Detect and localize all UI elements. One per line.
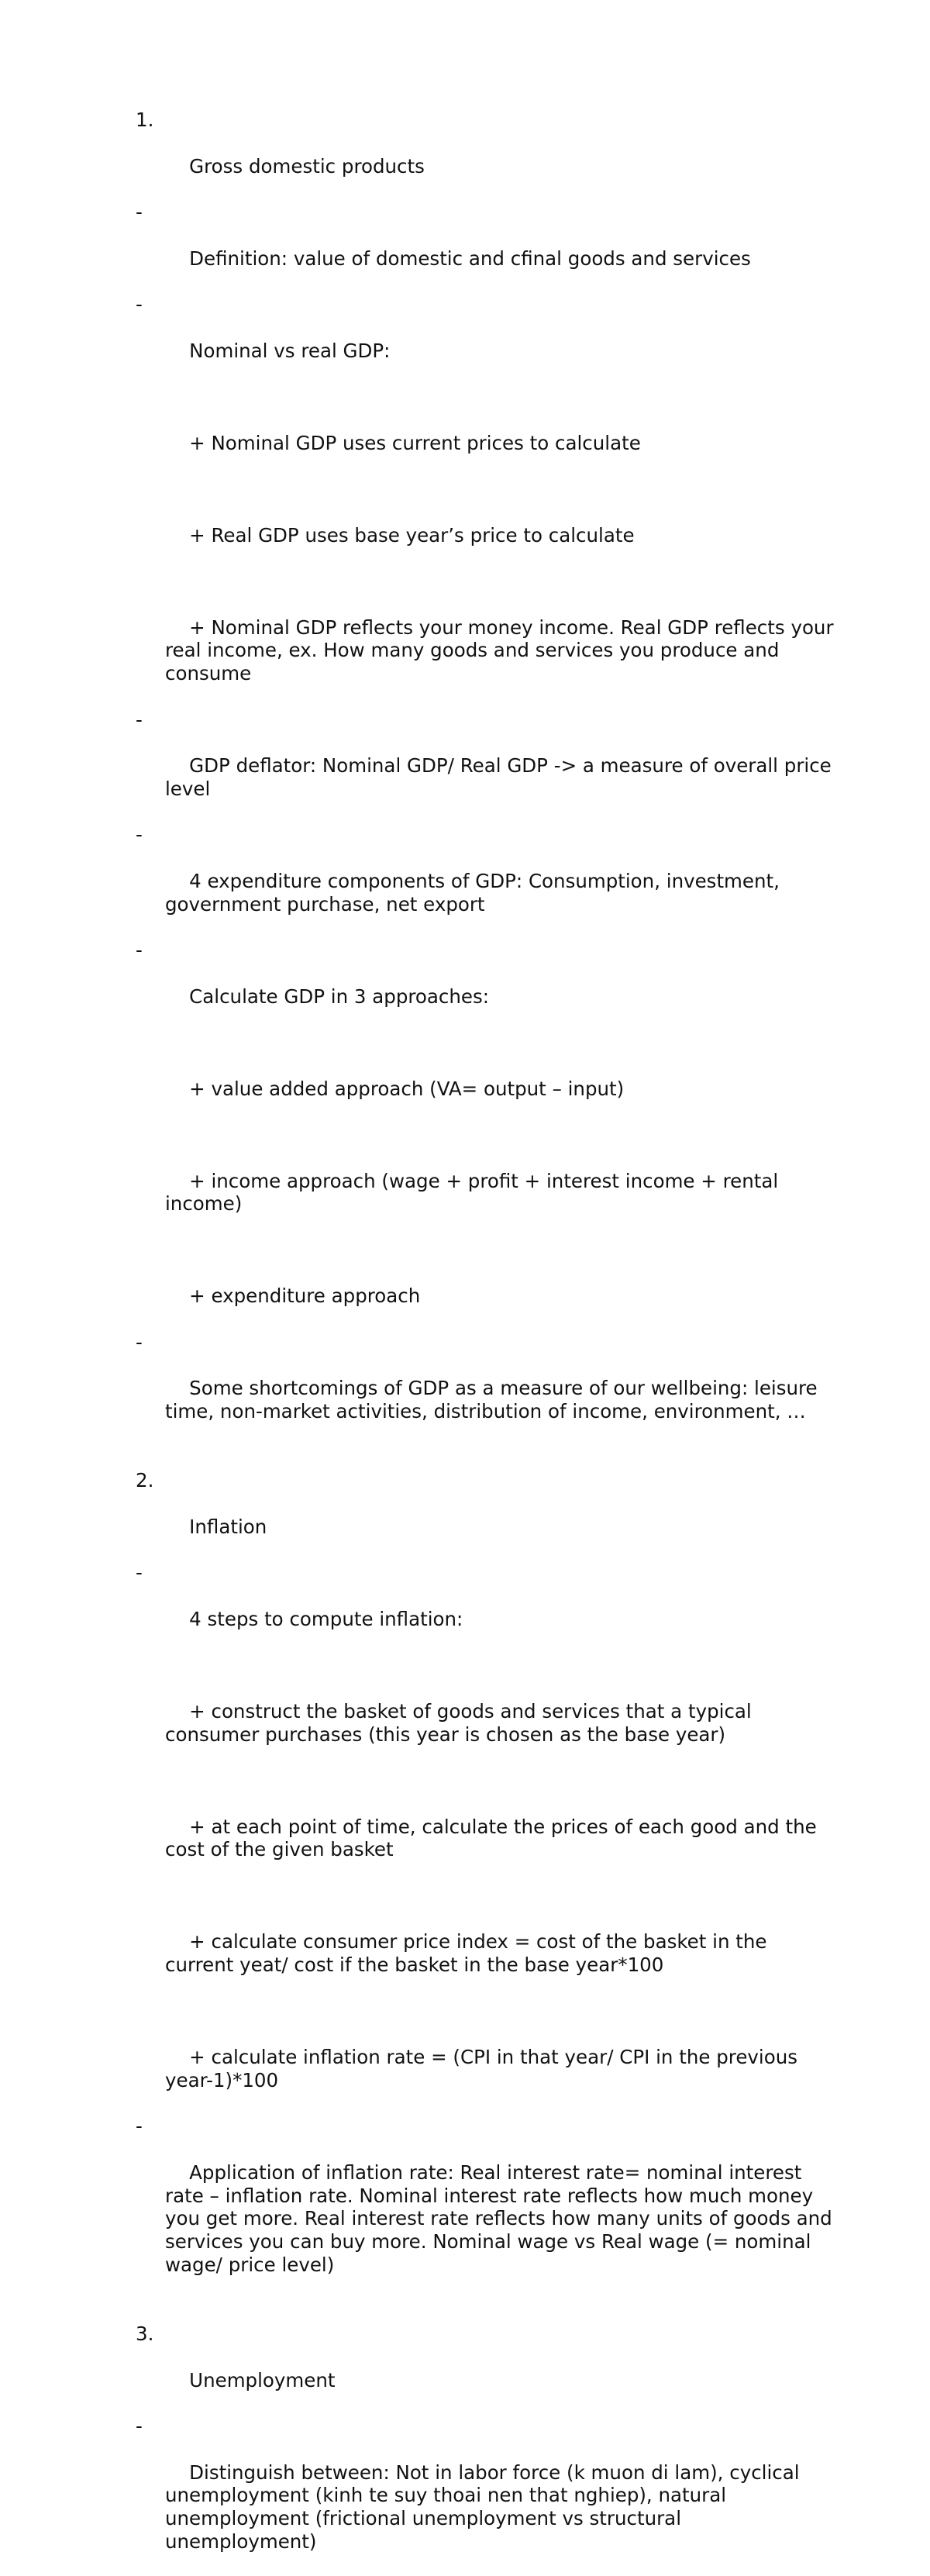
list-item-text: + value added approach (VA= output – input) <box>189 1077 625 1100</box>
list-item-text: + Real GDP uses base year’s price to calculate <box>189 523 635 547</box>
bullet-marker: - <box>136 293 143 316</box>
section-number: 1. <box>136 109 154 131</box>
bullet-marker: - <box>136 939 143 961</box>
list-item-text: + income approach (wage + profit + interest income + rental income) <box>165 1169 784 1216</box>
list-item <box>0 201 930 293</box>
section-number: 3. <box>136 2323 154 2345</box>
blank-line <box>0 2299 930 2323</box>
section-heading <box>0 109 930 201</box>
list-item <box>0 1561 930 1654</box>
bullet-marker: - <box>136 201 143 223</box>
list-item-text: Some shortcomings of GDP as a measure of our wellbeing: leisure time, non-market activities, distribution of income, environment, … <box>165 1377 824 1422</box>
section-heading <box>0 2323 930 2415</box>
list-item <box>0 709 930 824</box>
section-title: Gross domestic products <box>189 154 425 178</box>
list-item-text: + Nominal GDP uses current prices to calculate <box>189 431 641 454</box>
bullet-marker: - <box>136 2415 143 2437</box>
section-number: 2. <box>136 1469 154 1492</box>
list-item-text: GDP deflator: Nominal GDP/ Real GDP -> a measure of overall price level <box>165 754 838 800</box>
list-item <box>0 1769 930 1885</box>
bullet-marker: - <box>136 708 143 731</box>
blank-line <box>0 1447 930 1470</box>
bullet-marker: - <box>136 1561 143 1585</box>
list-item <box>0 1239 930 1331</box>
list-item <box>0 385 930 478</box>
list-item <box>0 1123 930 1239</box>
section-heading <box>0 1469 930 1561</box>
list-item <box>0 939 930 1031</box>
list-item-text: Definition: value of domestic and cfinal goods and services <box>189 247 751 270</box>
list-item-text: + calculate consumer price index = cost of the basket in the current yeat/ cost if the basket in the base year*100 <box>165 1930 773 1976</box>
list-item-text: Nominal vs real GDP: <box>189 339 391 362</box>
list-item-text: + calculate inflation rate = (CPI in that year/ CPI in the previous year-1)*100 <box>165 2046 804 2091</box>
list-item-text: 4 steps to compute inflation: <box>189 1607 463 1630</box>
section-title: Unemployment <box>189 2368 336 2392</box>
list-item <box>0 2115 930 2299</box>
list-item-text: + Nominal GDP reflects your money income. Real GDP reflects your real income, ex. How many goods and services you produce and consume <box>165 616 840 685</box>
bullet-marker: - <box>136 1330 143 1354</box>
list-item <box>0 1654 930 1769</box>
list-item <box>0 823 930 939</box>
list-item <box>0 1331 930 1447</box>
list-item <box>0 1885 930 2000</box>
list-item <box>0 570 930 709</box>
list-item <box>0 2000 930 2116</box>
list-item-text: + construct the basket of goods and services that a typical consumer purchases (this year is chosen as the base year) <box>165 1699 758 1746</box>
list-item <box>0 293 930 385</box>
list-item-text: Calculate GDP in 3 approaches: <box>189 985 490 1008</box>
list-item-text: Distinguish between: Not in labor force (k muon di lam), cyclical unemployment (kinh te suy thoai nen that nghiep), natural unemployment (frictional unemployment vs structural unemployment) <box>165 2460 806 2553</box>
bullet-marker: - <box>136 823 143 847</box>
list-item-text: 4 expenditure components of GDP: Consumption, investment, government purchase, net export <box>165 869 786 916</box>
document-page <box>0 109 930 2576</box>
list-item <box>0 2415 930 2576</box>
list-item <box>0 478 930 570</box>
list-item-text: + at each point of time, calculate the prices of each good and the cost of the given basket <box>165 1815 823 1861</box>
section-title: Inflation <box>189 1515 267 1538</box>
list-item-text: Application of inflation rate: Real interest rate= nominal interest rate – inflation rate. Nominal interest rate reflects how much money you get more. Real interest rate reflects how many units of goods and services you can buy more. Nominal wage vs Real wage (= nominal wage/ price level) <box>165 2160 839 2276</box>
list-item-text: + expenditure approach <box>189 1285 421 1308</box>
bullet-marker: - <box>136 2115 143 2138</box>
list-item <box>0 1031 930 1123</box>
